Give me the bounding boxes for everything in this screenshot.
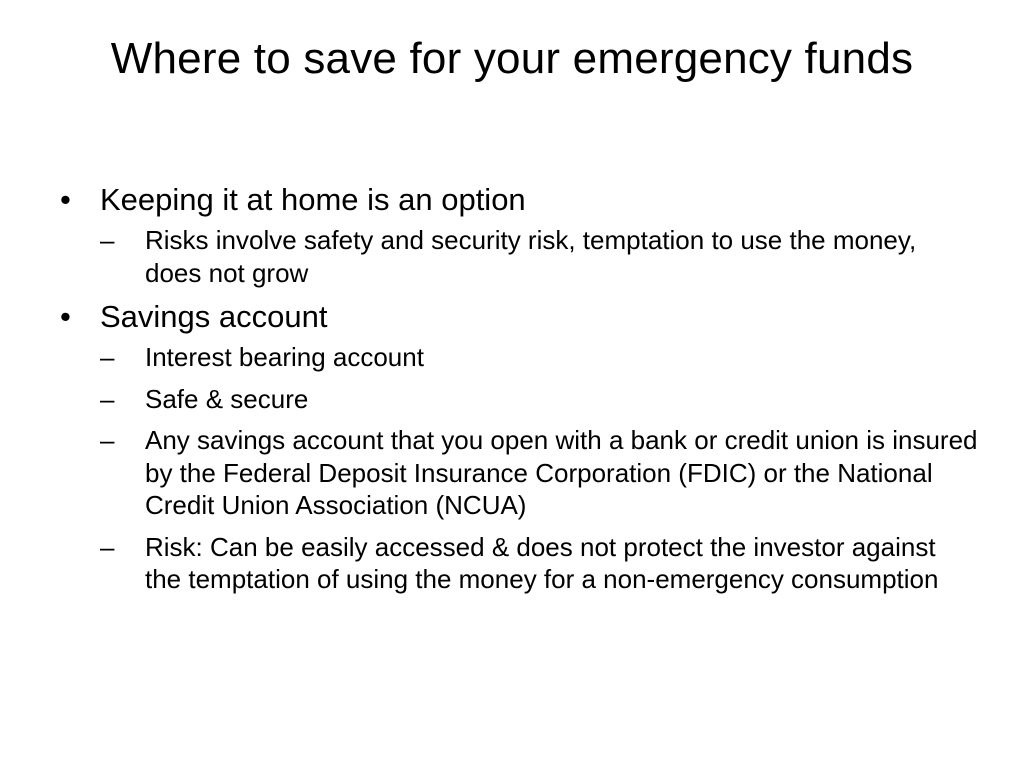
sub-bullet-item <box>100 531 978 596</box>
bullet-marker: • <box>60 182 71 217</box>
bullet-list <box>58 180 978 596</box>
bullet-text: Savings account <box>100 299 328 334</box>
sub-list <box>100 341 978 596</box>
sub-list <box>100 224 978 289</box>
dash-marker: – <box>100 225 115 255</box>
sub-bullet-item <box>100 341 978 374</box>
dash-marker: – <box>100 383 115 414</box>
bullet-marker: • <box>60 299 71 334</box>
sub-bullet-text: Interest bearing account <box>145 342 424 372</box>
bullet-item <box>58 180 978 289</box>
bullet-item <box>58 297 978 596</box>
bullet-text: Keeping it at home is an option <box>100 182 526 217</box>
dash-marker: – <box>100 425 115 455</box>
sub-bullet-text: Any savings account that you open with a bank or credit union is insured by the Federal Deposit Insurance Corporation (FDIC) or the National Credit Union Association (NCUA) <box>145 425 978 520</box>
sub-bullet-text: Safe & secure <box>145 383 309 414</box>
dash-marker: – <box>100 531 115 562</box>
sub-bullet-item <box>100 224 978 289</box>
sub-bullet-item <box>100 383 978 416</box>
sub-bullet-text: Risks involve safety and security risk, temptation to use the money, does not grow <box>145 225 917 288</box>
sub-bullet-item <box>100 424 978 522</box>
dash-marker: – <box>100 342 115 372</box>
sub-bullet-text: Risk: Can be easily accessed & does not protect the investor against the temptation of using the money for a non-emergency consumption <box>145 531 939 594</box>
slide-title: Where to save for your emergency funds <box>110 34 914 83</box>
